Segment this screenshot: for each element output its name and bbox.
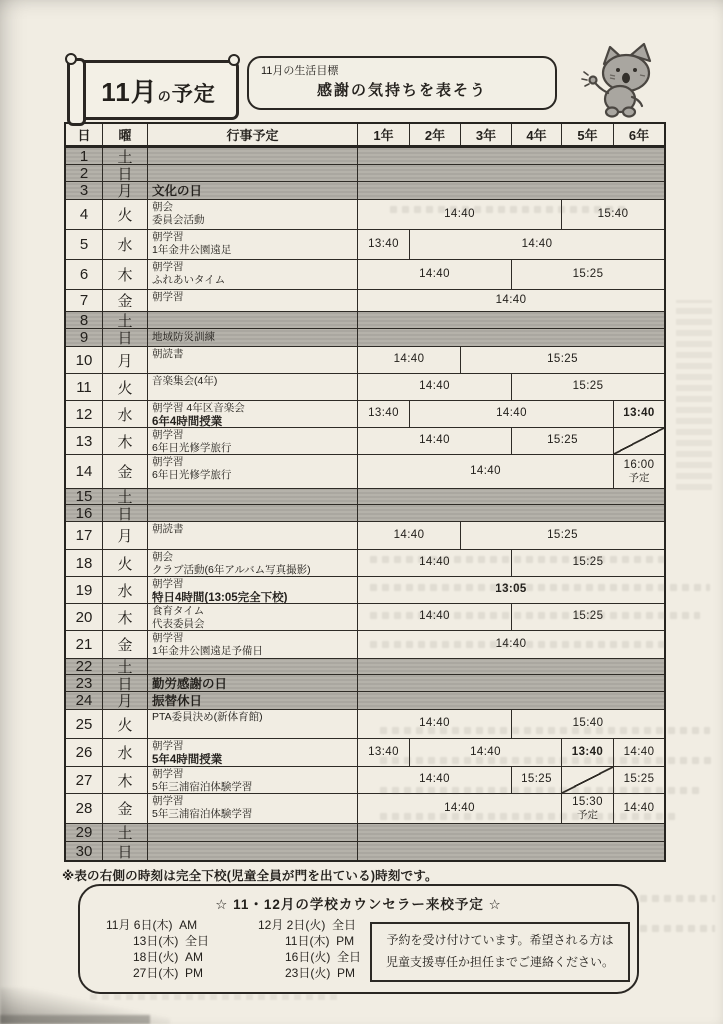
shaded-time-cell bbox=[358, 165, 664, 181]
shaded-time-cell bbox=[358, 182, 664, 199]
date-cell: 1 bbox=[66, 148, 103, 164]
time-cell bbox=[410, 739, 562, 766]
table-row bbox=[66, 165, 664, 182]
table-row bbox=[66, 794, 664, 824]
dismissal-time: 14:40 bbox=[470, 745, 501, 758]
schedule-november-entry: 18日(火) AM bbox=[133, 949, 204, 964]
time-cell bbox=[358, 428, 512, 454]
date-cell: 4 bbox=[66, 200, 103, 229]
time-cell bbox=[358, 290, 664, 311]
time-cell bbox=[512, 260, 664, 289]
schedule-december-entry: 23日(火) PM bbox=[285, 965, 356, 980]
dismissal-time: 14:40 bbox=[419, 556, 450, 569]
table-header-row bbox=[66, 124, 664, 148]
dismissal-time: 14:40 bbox=[623, 801, 655, 814]
day-cell: 土 bbox=[103, 148, 148, 164]
event-label: PTA委員決め(新体育館) bbox=[152, 711, 263, 723]
date-cell: 20 bbox=[66, 604, 103, 630]
event-label: 朝読書 bbox=[152, 523, 184, 535]
time-cell bbox=[512, 428, 614, 454]
day-cell: 土 bbox=[103, 824, 148, 841]
event-label: 朝学習 bbox=[152, 291, 184, 303]
event-label: 朝読書 bbox=[152, 348, 184, 360]
dismissal-time: 13:40 bbox=[368, 237, 399, 250]
table-row bbox=[66, 550, 664, 577]
table-row bbox=[66, 767, 664, 794]
dismissal-time: 14:40 bbox=[496, 407, 527, 420]
dismissal-time: 15:25 bbox=[572, 267, 604, 280]
day-cell: 土 bbox=[103, 659, 148, 674]
time-cell bbox=[358, 347, 461, 373]
event-label: 朝学習 bbox=[152, 231, 184, 243]
event-cell bbox=[148, 675, 358, 691]
table-row bbox=[66, 505, 664, 522]
event-cell bbox=[148, 522, 358, 549]
day-cell: 火 bbox=[103, 374, 148, 400]
day-cell: 水 bbox=[103, 739, 148, 766]
page-title: 11月の予定 bbox=[101, 76, 216, 107]
event-label: 朝学習 bbox=[152, 740, 184, 752]
dismissal-time: 13:05 bbox=[495, 583, 527, 596]
event-label: 朝学習 bbox=[152, 429, 184, 441]
event-cell bbox=[148, 505, 358, 521]
column-header: 2年 bbox=[410, 124, 461, 145]
shaded-time-cell bbox=[358, 505, 664, 521]
time-cell bbox=[461, 522, 664, 549]
event-cell bbox=[148, 550, 358, 576]
day-cell: 日 bbox=[103, 675, 148, 691]
bleedthrough-artifact bbox=[90, 994, 340, 1000]
goal-text: 感謝の気持ちを表そう bbox=[316, 82, 487, 99]
event-label: 5年三浦宿泊体験学習 bbox=[152, 808, 253, 821]
time-cell bbox=[358, 200, 562, 229]
day-cell: 木 bbox=[103, 428, 148, 454]
day-cell: 月 bbox=[103, 692, 148, 709]
dismissal-time: 15:25 bbox=[623, 773, 655, 786]
day-cell: 月 bbox=[103, 347, 148, 373]
event-cell bbox=[148, 374, 358, 400]
event-label: 音楽集会(4年) bbox=[152, 375, 218, 387]
shaded-time-cell bbox=[358, 148, 664, 164]
time-cell bbox=[512, 767, 562, 793]
dismissal-time: 15:30 bbox=[572, 795, 603, 808]
dismissal-time: 15:25 bbox=[547, 353, 578, 366]
dismissal-time: 14:40 bbox=[393, 353, 425, 366]
monthly-goal-box bbox=[247, 56, 557, 110]
event-label: 朝学習 bbox=[152, 456, 184, 468]
counselor-schedule bbox=[106, 916, 361, 980]
day-cell: 土 bbox=[103, 489, 148, 504]
column-header: 日 bbox=[66, 124, 103, 145]
dismissal-time: 13:40 bbox=[368, 407, 399, 420]
scroll-pin-icon bbox=[65, 53, 77, 65]
event-cell bbox=[148, 659, 358, 674]
day-cell: 日 bbox=[103, 505, 148, 521]
date-cell: 29 bbox=[66, 824, 103, 841]
column-header: 1年 bbox=[358, 124, 410, 145]
table-row bbox=[66, 200, 664, 230]
date-cell: 30 bbox=[66, 842, 103, 860]
table-row bbox=[66, 659, 664, 675]
dismissal-time: 14:40 bbox=[419, 380, 450, 393]
event-label: 6年4時間授業 bbox=[152, 416, 223, 427]
event-label: 食育タイム bbox=[152, 605, 205, 617]
event-label: 朝学習 bbox=[152, 795, 184, 807]
shaded-time-cell bbox=[358, 312, 664, 328]
event-cell bbox=[148, 577, 358, 603]
time-cell bbox=[358, 631, 664, 658]
table-row bbox=[66, 631, 664, 659]
day-cell: 火 bbox=[103, 200, 148, 229]
event-cell bbox=[148, 200, 358, 229]
table-row bbox=[66, 739, 664, 767]
time-cell bbox=[358, 401, 410, 427]
time-note: 予定 bbox=[628, 472, 650, 485]
event-label: 特日4時間(13:05完全下校) bbox=[152, 592, 288, 603]
time-cell bbox=[358, 767, 512, 793]
event-cell bbox=[148, 824, 358, 841]
schedule-row bbox=[106, 964, 361, 980]
event-label: 勤労感謝の日 bbox=[152, 676, 228, 691]
event-cell bbox=[148, 182, 358, 199]
date-cell: 16 bbox=[66, 505, 103, 521]
table-row bbox=[66, 182, 664, 200]
event-label: 朝学習 bbox=[152, 632, 184, 644]
event-cell bbox=[148, 290, 358, 311]
date-cell: 11 bbox=[66, 374, 103, 400]
column-header: 3年 bbox=[461, 124, 512, 145]
dismissal-time: 15:25 bbox=[572, 380, 604, 393]
column-header: 6年 bbox=[628, 128, 650, 143]
time-cell bbox=[614, 401, 664, 427]
dismissal-time: 16:00 bbox=[623, 458, 655, 471]
dismissal-time: 13:40 bbox=[368, 745, 399, 758]
day-cell: 木 bbox=[103, 604, 148, 630]
time-cell bbox=[512, 374, 664, 400]
time-cell bbox=[614, 794, 664, 823]
shaded-time-cell bbox=[358, 489, 664, 504]
time-cell bbox=[562, 767, 614, 793]
day-cell: 月 bbox=[103, 182, 148, 199]
event-cell bbox=[148, 347, 358, 373]
event-label: 5年三浦宿泊体験学習 bbox=[152, 781, 253, 793]
dismissal-time: 15:25 bbox=[572, 556, 604, 569]
dismissal-time: 14:40 bbox=[419, 773, 450, 786]
goal-label: 11月の生活目標 bbox=[261, 65, 339, 77]
time-cell bbox=[358, 577, 664, 603]
schedule-november-entry: 13日(木) 全日 bbox=[133, 933, 210, 948]
counselor-notice-line: 予約を受け付けています。希望される方は bbox=[386, 933, 614, 947]
day-cell: 土 bbox=[103, 312, 148, 328]
time-cell bbox=[512, 710, 664, 738]
day-cell: 金 bbox=[103, 455, 148, 488]
time-cell bbox=[358, 522, 461, 549]
event-cell bbox=[148, 165, 358, 181]
dismissal-time: 14:40 bbox=[393, 528, 425, 541]
event-label: 1年金井公園遠足予備日 bbox=[152, 645, 263, 658]
event-cell bbox=[148, 739, 358, 766]
time-cell bbox=[358, 374, 512, 400]
day-cell: 日 bbox=[103, 165, 148, 181]
shaded-time-cell bbox=[358, 675, 664, 691]
event-label: 朝会 bbox=[152, 201, 173, 213]
time-cell bbox=[358, 604, 512, 630]
day-cell: 水 bbox=[103, 230, 148, 259]
time-cell bbox=[562, 200, 664, 229]
shaded-time-cell bbox=[358, 824, 664, 841]
schedule-december-entry: 16日(火) 全日 bbox=[285, 949, 362, 964]
date-cell: 22 bbox=[66, 659, 103, 674]
time-cell bbox=[358, 794, 562, 823]
event-cell bbox=[148, 604, 358, 630]
dismissal-time: 14:40 bbox=[470, 464, 501, 477]
event-label: 代表委員会 bbox=[152, 618, 205, 630]
time-cell bbox=[614, 455, 664, 488]
time-cell bbox=[358, 550, 512, 576]
date-cell: 8 bbox=[66, 312, 103, 328]
event-cell bbox=[148, 230, 358, 259]
day-cell: 金 bbox=[103, 631, 148, 658]
counselor-title: ☆ 11・12月の学校カウンセラー来校予定 ☆ bbox=[215, 897, 502, 912]
date-cell: 15 bbox=[66, 489, 103, 504]
date-cell: 14 bbox=[66, 455, 103, 488]
date-cell: 28 bbox=[66, 794, 103, 823]
event-cell bbox=[148, 401, 358, 427]
column-header: 5年 bbox=[562, 124, 614, 145]
dismissal-time: 14:40 bbox=[521, 237, 553, 250]
date-cell: 5 bbox=[66, 230, 103, 259]
counselor-notice-line: 児童支援専任か担任までご連絡ください。 bbox=[385, 955, 614, 970]
date-cell: 6 bbox=[66, 260, 103, 289]
date-cell: 18 bbox=[66, 550, 103, 576]
date-cell: 24 bbox=[66, 692, 103, 709]
day-cell: 金 bbox=[103, 290, 148, 311]
event-cell bbox=[148, 842, 358, 860]
time-cell bbox=[461, 347, 664, 373]
event-label: 振替休日 bbox=[152, 694, 203, 708]
table-row bbox=[66, 842, 664, 860]
dismissal-time: 15:40 bbox=[572, 717, 604, 730]
scan-edge-shadow bbox=[0, 1015, 150, 1024]
day-cell: 金 bbox=[103, 794, 148, 823]
schedule-table bbox=[64, 122, 666, 862]
event-label: ふれあいタイム bbox=[152, 274, 226, 287]
event-cell bbox=[148, 767, 358, 793]
month-title-banner bbox=[78, 60, 239, 120]
dismissal-time: 15:25 bbox=[572, 610, 604, 623]
schedule-row bbox=[106, 916, 361, 932]
event-cell bbox=[148, 148, 358, 164]
dismissal-time: 14:40 bbox=[444, 207, 475, 220]
table-row bbox=[66, 329, 664, 347]
event-cell bbox=[148, 455, 358, 488]
event-label: 6年日光修学旅行 bbox=[152, 442, 232, 454]
day-cell: 日 bbox=[103, 329, 148, 346]
day-cell: 火 bbox=[103, 550, 148, 576]
date-cell: 23 bbox=[66, 675, 103, 691]
event-label: 朝学習 bbox=[152, 578, 184, 590]
koala-mascot-icon bbox=[574, 42, 676, 120]
event-cell bbox=[148, 312, 358, 328]
schedule-november-entry: 11月 6日(木) AM bbox=[106, 917, 198, 932]
day-cell: 水 bbox=[103, 401, 148, 427]
time-cell bbox=[614, 767, 664, 793]
date-cell: 27 bbox=[66, 767, 103, 793]
event-cell bbox=[148, 489, 358, 504]
table-row bbox=[66, 374, 664, 401]
day-cell: 日 bbox=[103, 842, 148, 860]
date-cell: 10 bbox=[66, 347, 103, 373]
time-cell bbox=[358, 739, 410, 766]
table-row bbox=[66, 710, 664, 739]
table-row bbox=[66, 489, 664, 505]
dismissal-time: 14:40 bbox=[495, 293, 527, 306]
event-label: 朝学習 bbox=[152, 261, 184, 273]
time-cell bbox=[358, 260, 512, 289]
event-label: 5年4時間授業 bbox=[152, 754, 223, 766]
table-row bbox=[66, 522, 664, 550]
table-row bbox=[66, 675, 664, 692]
event-cell bbox=[148, 692, 358, 709]
date-cell: 19 bbox=[66, 577, 103, 603]
time-cell bbox=[562, 794, 614, 823]
dismissal-time: 13:40 bbox=[571, 745, 604, 758]
dismissal-time: 15:25 bbox=[547, 528, 578, 541]
table-row bbox=[66, 692, 664, 710]
date-cell: 25 bbox=[66, 710, 103, 738]
schedule-november-entry: 27日(木) PM bbox=[133, 965, 204, 980]
event-label: クラブ活動(6年アルバム写真撮影) bbox=[152, 564, 311, 576]
column-header: 4年 bbox=[512, 124, 562, 145]
schedule-december-entry: 11日(木) PM bbox=[285, 933, 355, 948]
dismissal-time: 15:25 bbox=[547, 434, 578, 447]
event-cell bbox=[148, 428, 358, 454]
column-header: 曜 bbox=[103, 124, 148, 145]
time-cell bbox=[614, 739, 664, 766]
shaded-time-cell bbox=[358, 329, 664, 346]
dismissal-time: 14:40 bbox=[419, 717, 450, 730]
table-row bbox=[66, 290, 664, 312]
table-row bbox=[66, 148, 664, 165]
table-row bbox=[66, 347, 664, 374]
time-cell bbox=[562, 739, 614, 766]
event-label: 地域防災訓練 bbox=[152, 331, 215, 344]
shaded-time-cell bbox=[358, 842, 664, 860]
day-cell: 水 bbox=[103, 577, 148, 603]
day-cell: 月 bbox=[103, 522, 148, 549]
dismissal-time: 14:40 bbox=[419, 434, 450, 447]
event-label: 6年日光修学旅行 bbox=[152, 469, 232, 482]
date-cell: 12 bbox=[66, 401, 103, 427]
shaded-time-cell bbox=[358, 692, 664, 709]
dismissal-time: 13:40 bbox=[623, 407, 655, 420]
date-cell: 3 bbox=[66, 182, 103, 199]
event-label: 朝会 bbox=[152, 551, 173, 563]
time-cell bbox=[410, 230, 664, 259]
date-cell: 21 bbox=[66, 631, 103, 658]
bleedthrough-artifact bbox=[640, 895, 715, 902]
table-row bbox=[66, 577, 664, 604]
table-row bbox=[66, 824, 664, 842]
table-row bbox=[66, 428, 664, 455]
bleedthrough-artifact bbox=[640, 925, 715, 932]
schedule-row bbox=[106, 932, 361, 948]
table-row bbox=[66, 260, 664, 290]
bleedthrough-artifact bbox=[676, 300, 712, 490]
date-cell: 17 bbox=[66, 522, 103, 549]
column-header: 行事予定 bbox=[148, 124, 358, 145]
dismissal-time: 14:40 bbox=[495, 637, 527, 650]
table-row bbox=[66, 455, 664, 489]
event-cell bbox=[148, 710, 358, 738]
time-note: 予定 bbox=[577, 809, 598, 822]
schedule-row bbox=[106, 948, 361, 964]
event-cell bbox=[148, 794, 358, 823]
event-label: 文化の日 bbox=[152, 184, 203, 198]
time-cell bbox=[358, 710, 512, 738]
scroll-pin-icon bbox=[228, 54, 240, 66]
time-cell bbox=[410, 401, 614, 427]
date-cell: 2 bbox=[66, 165, 103, 181]
date-cell: 9 bbox=[66, 329, 103, 346]
shaded-time-cell bbox=[358, 659, 664, 674]
event-label: 朝学習 4年区音楽会 bbox=[152, 402, 245, 414]
day-cell: 木 bbox=[103, 767, 148, 793]
table-row bbox=[66, 401, 664, 428]
table-row bbox=[66, 604, 664, 631]
day-cell: 木 bbox=[103, 260, 148, 289]
event-label: 委員会活動 bbox=[152, 214, 205, 227]
dismissal-time: 14:40 bbox=[444, 801, 475, 814]
dismissal-footnote: ※表の右側の時刻は完全下校(児童全員が門を出ている)時刻です。 bbox=[62, 869, 438, 883]
event-cell bbox=[148, 631, 358, 658]
time-cell bbox=[512, 604, 664, 630]
date-cell: 7 bbox=[66, 290, 103, 311]
event-label: 朝学習 bbox=[152, 768, 184, 780]
time-cell bbox=[512, 550, 664, 576]
dismissal-time: 14:40 bbox=[623, 745, 655, 758]
table-row bbox=[66, 312, 664, 329]
dismissal-time: 14:40 bbox=[419, 610, 450, 623]
time-cell bbox=[358, 230, 410, 259]
dismissal-time: 15:25 bbox=[521, 773, 552, 786]
dismissal-time: 14:40 bbox=[419, 267, 450, 280]
event-cell bbox=[148, 329, 358, 346]
dismissal-time: 15:40 bbox=[597, 207, 629, 220]
event-cell bbox=[148, 260, 358, 289]
counselor-notice bbox=[370, 922, 630, 982]
schedule-december-entry: 12月 2日(火) 全日 bbox=[258, 917, 357, 932]
date-cell: 13 bbox=[66, 428, 103, 454]
date-cell: 26 bbox=[66, 739, 103, 766]
day-cell: 火 bbox=[103, 710, 148, 738]
event-label: 1年金井公園遠足 bbox=[152, 244, 232, 257]
time-cell bbox=[358, 455, 614, 488]
time-cell bbox=[614, 428, 664, 454]
table-row bbox=[66, 230, 664, 260]
counselor-schedule-box bbox=[78, 884, 639, 994]
scroll-roll-icon bbox=[67, 58, 86, 126]
